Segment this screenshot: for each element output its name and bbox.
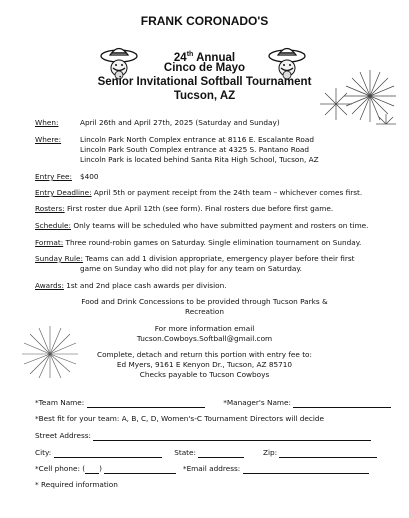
fee-value: $400	[80, 172, 99, 181]
deadline-label: Entry Deadline:	[35, 188, 92, 197]
cell-label: *Cell phone: (	[35, 464, 86, 473]
city-row	[35, 448, 377, 458]
detach-instruction: Complete, detach and return this portion with entry fee to:	[97, 350, 312, 359]
event-title: Senior Invitational Softball Tournament	[97, 76, 312, 88]
manager-name-label: *Manager's Name:	[223, 398, 291, 407]
rosters-value: First roster due April 12th (see form). Final rosters due before first game.	[66, 204, 334, 213]
schedule-label: Schedule:	[35, 221, 71, 230]
cell-row	[35, 464, 369, 474]
email-field[interactable]	[243, 465, 369, 474]
awards-row	[35, 281, 227, 291]
cell-number-field[interactable]	[104, 465, 176, 474]
sunday-value: game on Sunday who did not play for any team on Saturday.	[80, 264, 302, 273]
zip-label: Zip:	[262, 448, 278, 457]
annual-suffix: th	[186, 51, 194, 58]
format-value: Three round-robin games on Saturday. Single elimination tournament on Sunday.	[65, 238, 362, 247]
format-row	[35, 238, 361, 248]
annual-word: Annual	[196, 51, 236, 64]
state-label: State:	[174, 448, 196, 457]
mailing-address: Ed Myers, 9161 E Kenyon Dr., Tucson, AZ 85710	[116, 360, 293, 369]
check-payable: Checks payable to Tucson Cowboys	[139, 370, 270, 379]
contact-email[interactable]: Tucson.Cowboys.Softball@gmail.com	[136, 334, 273, 343]
fee-row	[35, 172, 99, 182]
street-label: Street Address:	[35, 431, 92, 440]
where-row	[35, 135, 314, 145]
team-name-row	[35, 398, 391, 408]
team-name-field[interactable]	[87, 399, 205, 408]
cell-close-paren: )	[99, 464, 102, 473]
food-line: Recreation	[184, 307, 225, 316]
deadline-value: April 5th or payment receipt from the 24th team – whichever comes first.	[93, 188, 363, 197]
city-field[interactable]	[54, 449, 162, 458]
fee-label: Entry Fee:	[35, 172, 72, 181]
street-field[interactable]	[93, 432, 371, 441]
sunday-label: Sunday Rule:	[35, 254, 83, 263]
rosters-label: Rosters:	[35, 204, 65, 213]
team-name-label: *Team Name:	[35, 398, 85, 407]
area-code-field[interactable]	[85, 465, 99, 474]
manager-name-field[interactable]	[293, 399, 391, 408]
when-value: April 26th and April 27th, 2025 (Saturday and Sunday)	[80, 118, 280, 127]
firework-left-icon	[18, 322, 80, 380]
event-subtitle: Cinco de Mayo	[163, 62, 246, 74]
where-line: Lincoln Park North Complex entrance at 8116 E. Escalante Road	[80, 135, 314, 144]
city-label: City:	[35, 448, 52, 457]
event-city: Tucson, AZ	[173, 90, 236, 102]
annual-number: 24	[173, 51, 187, 64]
zip-field[interactable]	[279, 449, 377, 458]
required-note: * Required information	[35, 480, 118, 489]
organizer-name: FRANK CORONADO'S	[140, 14, 269, 28]
awards-label: Awards:	[35, 281, 64, 290]
sunday-row	[35, 254, 355, 264]
best-fit-row: *Best fit for your team: A, B, C, D, Women's-C Tournament Directors will decide	[35, 414, 325, 423]
where-line: Lincoln Park is located behind Santa Rita High School, Tucson, AZ	[80, 155, 319, 164]
schedule-value: Only teams will be scheduled who have submitted payment and rosters on time.	[73, 221, 369, 230]
more-info: For more information email	[154, 324, 255, 333]
food-line: Food and Drink Concessions to be provided through Tucson Parks &	[81, 297, 328, 306]
when-row	[35, 118, 280, 128]
schedule-row	[35, 221, 369, 231]
state-field[interactable]	[198, 449, 244, 458]
deadline-row	[35, 188, 362, 198]
rosters-row	[35, 204, 333, 214]
firework-right-icon	[318, 66, 400, 136]
when-label: When:	[35, 118, 59, 127]
where-label: Where:	[35, 135, 62, 144]
where-line: Lincoln Park South Complex entrance at 4325 S. Pantano Road	[80, 145, 310, 154]
sunday-value: Teams can add 1 division appropriate, emergency player before their first	[85, 254, 355, 263]
format-label: Format:	[35, 238, 64, 247]
email-label: *Email address:	[182, 464, 241, 473]
street-row	[35, 431, 371, 441]
awards-value: 1st and 2nd place cash awards per division.	[66, 281, 227, 290]
